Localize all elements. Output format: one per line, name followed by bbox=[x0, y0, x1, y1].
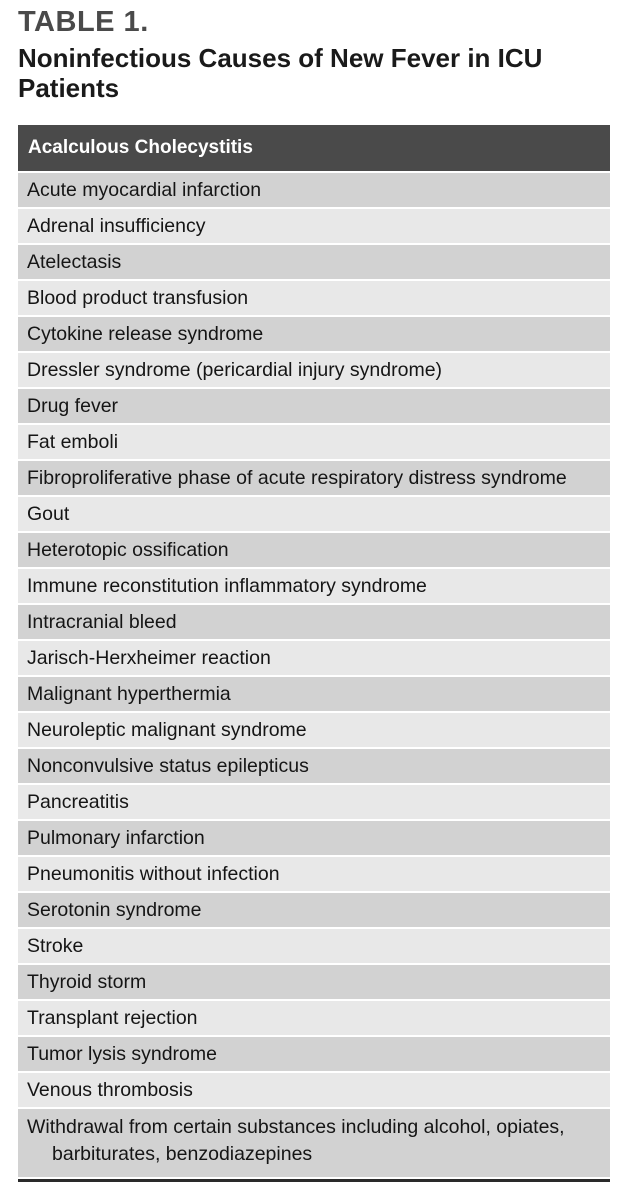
table-row: Serotonin syndrome bbox=[18, 893, 610, 929]
table-row: Pulmonary infarction bbox=[18, 821, 610, 857]
table-body bbox=[18, 173, 610, 1179]
table-row: Adrenal insufficiency bbox=[18, 209, 610, 245]
table-row: Malignant hyperthermia bbox=[18, 677, 610, 713]
table-row: Stroke bbox=[18, 929, 610, 965]
table-row: Blood product transfusion bbox=[18, 281, 610, 317]
causes-table bbox=[18, 125, 610, 1182]
table-row: Dressler syndrome (pericardial injury syndrome) bbox=[18, 353, 610, 389]
table-row: Intracranial bleed bbox=[18, 605, 610, 641]
table-row: Fat emboli bbox=[18, 425, 610, 461]
table-row: Thyroid storm bbox=[18, 965, 610, 1001]
table-row: Tumor lysis syndrome bbox=[18, 1037, 610, 1073]
table-row: Gout bbox=[18, 497, 610, 533]
table-label: TABLE 1. bbox=[18, 6, 149, 38]
table-row: Cytokine release syndrome bbox=[18, 317, 610, 353]
table-row: Jarisch-Herxheimer reaction bbox=[18, 641, 610, 677]
table-row: Transplant rejection bbox=[18, 1001, 610, 1037]
table-row: Acute myocardial infarction bbox=[18, 173, 610, 209]
table-row: Pancreatitis bbox=[18, 785, 610, 821]
table-row: Atelectasis bbox=[18, 245, 610, 281]
table-row: Neuroleptic malignant syndrome bbox=[18, 713, 610, 749]
table-row: Nonconvulsive status epilepticus bbox=[18, 749, 610, 785]
table-row: Immune reconstitution inflammatory syndrome bbox=[18, 569, 610, 605]
table-row: Venous thrombosis bbox=[18, 1073, 610, 1109]
table-bottom-rule bbox=[18, 1179, 610, 1182]
table-row: Heterotopic ossification bbox=[18, 533, 610, 569]
table-row: Drug fever bbox=[18, 389, 610, 425]
table-row: Pneumonitis without infection bbox=[18, 857, 610, 893]
table-title: Noninfectious Causes of New Fever in ICU Patients bbox=[18, 43, 543, 103]
table-header: Acalculous Cholecystitis bbox=[18, 125, 610, 173]
table-row: Withdrawal from certain substances including alcohol, opiates, barbiturates, benzodiazepines bbox=[18, 1109, 610, 1179]
table-row: Fibroproliferative phase of acute respiratory distress syndrome bbox=[18, 461, 610, 497]
